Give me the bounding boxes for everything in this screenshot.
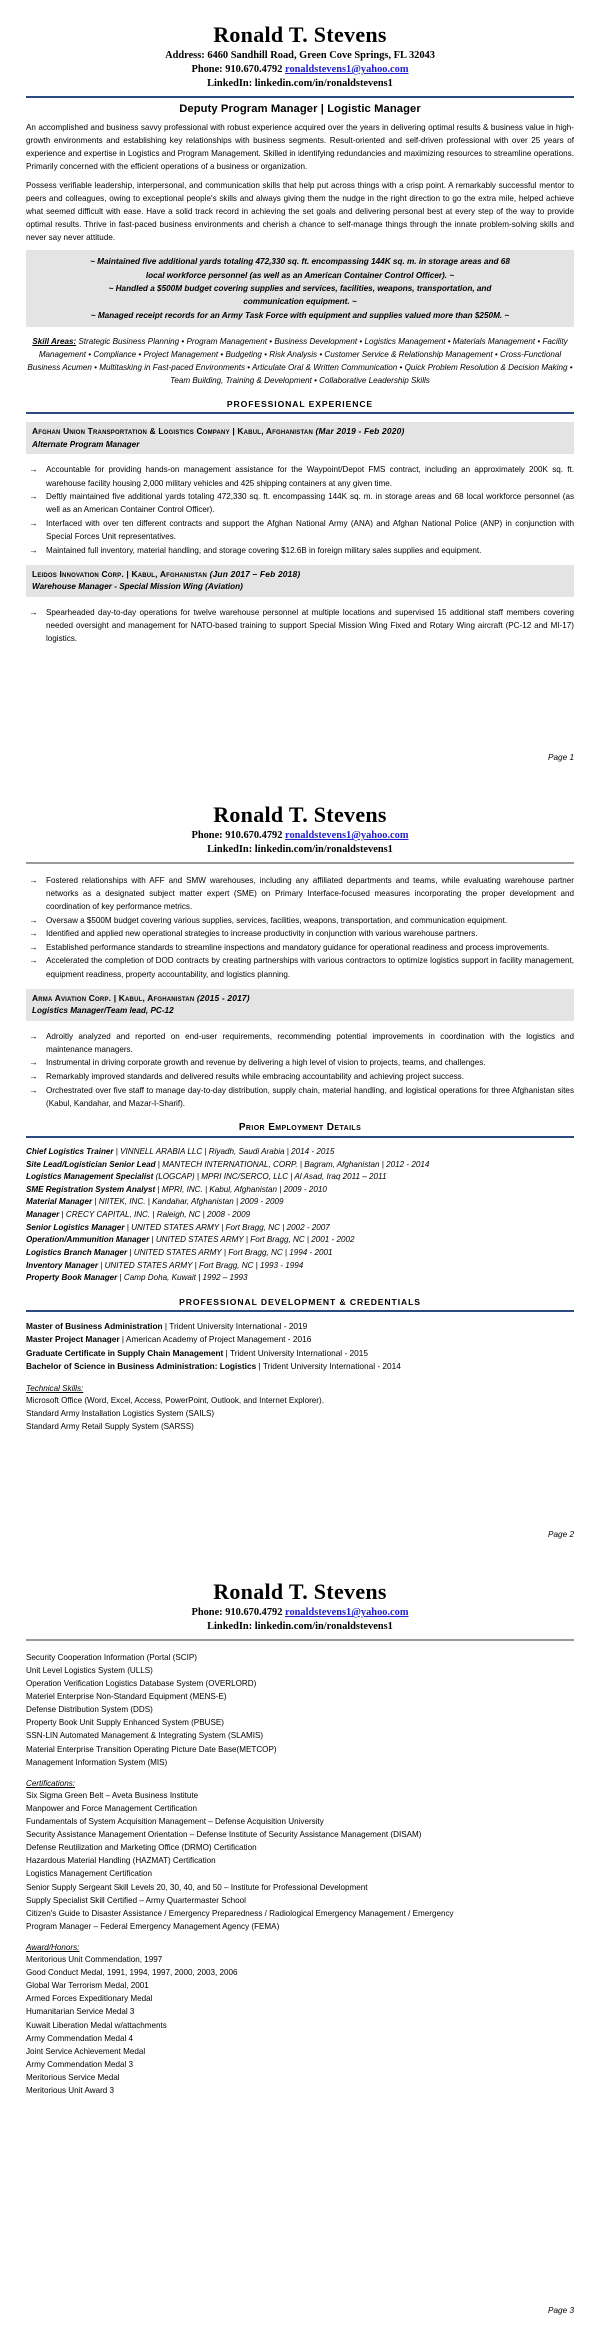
phone-label: Phone: xyxy=(191,1607,223,1619)
section-heading-professional-experience: PROFESSIONAL EXPERIENCE xyxy=(226,399,374,410)
list-item: Global War Terrorism Medal, 2001 xyxy=(26,1981,149,1991)
prior-job-detail: | MANTECH INTERNATIONAL, CORP. | Bagram, Afghanistan | 2012 - 2014 xyxy=(155,1159,430,1169)
degree-detail: | Trident University International - 2019 xyxy=(164,1320,308,1331)
list-item xyxy=(26,1209,574,1222)
arrow-icon: → xyxy=(29,464,38,475)
prior-job-detail: | UNITED STATES ARMY | Fort Bragg, NC | 1993 - 1994 xyxy=(97,1260,304,1270)
prior-job-detail: | UNITED STATES ARMY | Fort Bragg, NC | 2001 - 2002 xyxy=(149,1235,355,1245)
list-item xyxy=(26,1272,574,1285)
list-item: Humanitarian Service Medal 3 xyxy=(26,2007,135,2017)
list-item xyxy=(26,1171,574,1184)
skill-areas-text: Strategic Business Planning • Program Management • Business Development • Logistics Management • Materials Management • Facility Management • Compliance • Project Management • Budgeting • Risk Analysis • Customer Service & Relationship Management • Cross-Functional Business Acumen • Multitasking in Fast-paced Environments • Articulate Oral & Written Communication • Quick Problem Resolution & Decision Making • Team Building, Training & Development • Collaborative Leadership Skills xyxy=(27,336,573,386)
list-item xyxy=(26,1333,574,1346)
prior-job-detail: (LOGCAP) | MPRI INC/SERCO, LLC | Al Asad, Iraq 2011 – 2011 xyxy=(153,1172,387,1182)
list-item xyxy=(26,1056,574,1069)
linkedin-value: linkedin.com/in/ronaldstevens1 xyxy=(254,844,393,856)
arrow-icon: → xyxy=(29,1030,38,1041)
linkedin-label: LinkedIn: xyxy=(207,1621,253,1633)
highlight-line: ~ Maintained five additional yards totaling 472,330 sq. ft. encompassing 144K sq. m. in storage areas and 68 xyxy=(90,257,510,267)
list-item: Property Book Unit Supply Enhanced System (PBUSE) xyxy=(26,1718,224,1728)
list-item xyxy=(26,1159,574,1172)
employer-band xyxy=(26,422,574,454)
bullet-text: Fostered relationships with AFF and SMW warehouses, including any affiliated departments and teams, while evaluating warehouse partner networks as a designated subject matter expert (SME) on Primary Interface-focused measures incorporating the proper development and coordination of key performance metrics. xyxy=(46,875,574,911)
technical-skills-label: Technical Skills: xyxy=(26,1383,84,1393)
list-item: Meritorious Unit Award 3 xyxy=(26,2086,115,2096)
awards-label: Award/Honors: xyxy=(26,1942,80,1952)
phone-value: 910.670.4792 xyxy=(225,64,283,76)
job-bullet-list-continued xyxy=(26,874,574,981)
bullet-text: Interfaced with over ten different contracts and support the Afghan National Army (ANA) and Afghan National Police (ANP) in conjunction with Special Forces Unit representatives. xyxy=(46,518,574,541)
job-bullet-list xyxy=(26,606,574,645)
bullet-text: Maintained full inventory, material handling, and storage covering $12.6B in foreign military sales supplies and equipment. xyxy=(46,545,482,555)
prior-job-title: Logistics Management Specialist xyxy=(26,1172,154,1182)
prior-job-detail: | NIITEK, INC. | Kandahar, Afghanistan | 2009 - 2009 xyxy=(92,1197,284,1207)
email-link[interactable]: ronaldstevens1@yahoo.com xyxy=(285,830,409,842)
employer-name: Leidos Innovation Corp. | Kabul, Afghanistan xyxy=(32,568,210,579)
section-divider xyxy=(26,1310,574,1312)
highlight-line: communication equipment. ~ xyxy=(243,297,357,307)
list-item: Logistics Management Certification xyxy=(26,1869,152,1879)
list-item: Meritorious Service Medal xyxy=(26,2072,120,2082)
degree-name: Bachelor of Science in Business Administration: Logistics xyxy=(26,1361,259,1372)
technical-systems-list xyxy=(26,1651,574,1769)
list-item: Material Enterprise Transition Operating Picture Date Base(METCOP) xyxy=(26,1744,277,1754)
prior-employment-list xyxy=(26,1146,574,1285)
list-item: Security Assistance Management Orientation – Defense Institute of Security Assistance Management (DISAM) xyxy=(26,1830,422,1840)
prior-job-title: SME Registration System Analyst xyxy=(26,1184,156,1194)
list-item: Management Information System (MIS) xyxy=(26,1757,168,1767)
list-item: Program Manager – Federal Emergency Management Agency (FEMA) xyxy=(26,1921,280,1931)
arrow-icon: → xyxy=(29,606,38,617)
prior-job-detail: | CRECY CAPITAL, INC. | Raleigh, NC | 2008 - 2009 xyxy=(59,1210,251,1219)
list-item: Standard Army Installation Logistics System (SAILS) xyxy=(26,1408,215,1418)
list-item: Standard Army Retail Supply System (SARSS) xyxy=(26,1421,194,1431)
resume-page-1 xyxy=(0,0,600,780)
list-item xyxy=(26,1347,574,1360)
list-item: Six Sigma Green Belt – Aveta Business Institute xyxy=(26,1790,199,1800)
list-item: Armed Forces Expeditionary Medal xyxy=(26,1994,153,2004)
employer-name-location xyxy=(32,992,568,1004)
prior-job-title: Site Lead/Logistician Senior Lead xyxy=(26,1159,156,1169)
awards-list xyxy=(26,1953,574,2097)
list-item xyxy=(26,1196,574,1209)
certifications-label: Certifications: xyxy=(26,1778,76,1788)
arrow-icon: → xyxy=(29,517,38,528)
prior-job-title: Operation/Ammunition Manager xyxy=(26,1235,150,1245)
list-item xyxy=(26,517,574,543)
phone-value: 910.670.4792 xyxy=(225,1607,283,1619)
list-item: Defense Reutilization and Marketing Office (DRMO) Certification xyxy=(26,1843,257,1853)
header-divider xyxy=(26,96,574,98)
resume-page-2 xyxy=(0,780,600,1557)
job-bullet-list xyxy=(26,463,574,556)
employer-name: Afghan Union Transportation & Logistics Company | Kabul, Afghanistan xyxy=(32,426,316,437)
arrow-icon: → xyxy=(29,874,38,885)
job-role-title: Alternate Program Manager xyxy=(32,439,140,449)
list-item: Operation Verification Logistics Database System (OVERLORD) xyxy=(26,1678,257,1688)
bullet-text: Instrumental in driving corporate growth and revenue by delivering a high level of vision to projects, teams, and challenges. xyxy=(46,1058,486,1068)
bullet-text: Deftly maintained five additional yards totaling 472,330 sq. ft. encompassing 144K sq. m. in storage areas and 68 local workforce personnel (as well as an American Container Control Officer). xyxy=(46,492,574,515)
list-item: Microsoft Office (Word, Excel, Access, PowerPoint, Outlook, and Internet Explorer). xyxy=(26,1395,324,1405)
arrow-icon: → xyxy=(29,1057,38,1068)
highlight-line: local workforce personnel (as well as an American Container Control Officer). ~ xyxy=(145,270,455,280)
candidate-name: Ronald T. Stevens xyxy=(213,802,387,827)
page-number: Page 3 xyxy=(548,2306,574,2315)
address-value: 6460 Sandhill Road, Green Cove Springs, FL 32043 xyxy=(207,50,435,62)
degree-detail: | Trident University International - 2015 xyxy=(225,1347,368,1358)
degree-name: Graduate Certificate in Supply Chain Management xyxy=(26,1347,226,1358)
prior-job-detail: | UNITED STATES ARMY | Fort Bragg, NC | 1994 - 2001 xyxy=(127,1247,333,1257)
linkedin-line xyxy=(26,77,574,91)
employer-band xyxy=(26,565,574,597)
list-item xyxy=(26,1360,574,1373)
list-item xyxy=(26,463,574,489)
list-item: Materiel Enterprise Non-Standard Equipment (MENS-E) xyxy=(26,1692,227,1702)
bullet-text: Adroitly analyzed and reported on end-user requirements, recommending potential improvements in coordination with the logistics and maintenance managers. xyxy=(46,1031,574,1054)
list-item xyxy=(26,1247,574,1260)
bullet-text: Accelerated the completion of DOD contracts by creating partnerships with various contractors to optimize logistics support in facility management, equipment readiness, property accountability, and logistics planning. xyxy=(46,956,574,979)
prior-job-detail: | Camp Doha, Kuwait | 1992 – 1993 xyxy=(117,1273,248,1283)
list-item: Kuwait Liberation Medal w/attachments xyxy=(26,2020,167,2030)
header-divider xyxy=(26,1639,574,1641)
list-item: Manpower and Force Management Certification xyxy=(26,1803,197,1813)
document-header xyxy=(26,0,574,98)
list-item xyxy=(26,1222,574,1235)
page-number: Page 1 xyxy=(548,753,574,762)
bullet-text: Spearheaded day-to-day operations for twelve warehouse personnel at multiple locations and supervised 15 additional staff members covering needed oversight and management for NATO-based training to support Special Mission Wing Fixed and Rotary Wing aircraft (PC-12 and MI-17) logistics. xyxy=(46,607,574,643)
prior-job-title: Property Book Manager xyxy=(26,1273,118,1283)
list-item: Joint Service Achievement Medal xyxy=(26,2046,146,2056)
bullet-text: Established performance standards to streamline inspections and mandatory guidance for operational readiness and process improvements. xyxy=(46,942,549,952)
arrow-icon: → xyxy=(29,941,38,952)
list-item: Army Commendation Medal 3 xyxy=(26,2059,134,2069)
employment-dates: (Mar 2019 - Feb 2020) xyxy=(315,426,405,437)
arrow-icon: → xyxy=(29,1071,38,1082)
skill-areas xyxy=(26,335,574,387)
employer-name-location xyxy=(32,568,568,580)
candidate-name: Ronald T. Stevens xyxy=(213,22,387,47)
document-header xyxy=(26,1557,574,1641)
list-item xyxy=(26,954,574,980)
list-item: Senior Supply Sergeant Skill Levels 20, 30, 40, and 50 – Institute for Professional Development xyxy=(26,1882,368,1892)
address-line xyxy=(26,49,574,63)
section-heading-professional-development: PROFESSIONAL DEVELOPMENT & CREDENTIALS xyxy=(179,1296,421,1307)
list-item: Good Conduct Medal, 1991, 1994, 1997, 2000, 2003, 2006 xyxy=(26,1968,238,1978)
list-item: Hazardous Material Handling (HAZMAT) Certification xyxy=(26,1856,216,1866)
list-item xyxy=(26,927,574,940)
employer-band xyxy=(26,989,574,1021)
list-item: SSN-LIN Automated Management & Integrating System (SLAMIS) xyxy=(26,1731,264,1741)
summary-paragraph-2: Possess verifiable leadership, interpersonal, and communication skills that help put across things with a crisp point. A remarkably successful mentor to peers and colleagues, owing to exceptional people's skills and always giving them the nudge in the right direction to go the extra mile, helped achieve what seemed difficult with ease. Have a solid track record in achieving the set goals and delivering personal best at every step of the way to provide optimal results. Thrive in fast-paced business environments and cherish a chance to self-manage things through the innate problem-solving skills and never say never attitude. xyxy=(26,180,574,243)
prior-job-title: Material Manager xyxy=(26,1197,93,1207)
employer-name: Arma Aviation Corp. | Kabul, Afghanistan xyxy=(32,992,197,1003)
list-item xyxy=(26,606,574,645)
bullet-text: Identified and applied new operational strategies to increase productivity in conjunction with various warehouse partners. xyxy=(46,929,478,939)
arrow-icon: → xyxy=(29,928,38,939)
arrow-icon: → xyxy=(29,1084,38,1095)
degree-name: Master of Business Administration xyxy=(26,1320,165,1331)
bullet-text: Orchestrated over five staff to manage day-to-day distribution, supply chain, material handling, and logistical operations for three Afghanistan sites (Kabul, Kandahar, and Mazar-I-Sharif). xyxy=(46,1085,574,1108)
list-item: Army Commendation Medal 4 xyxy=(26,2033,134,2043)
employment-dates: (Jun 2017 – Feb 2018) xyxy=(209,568,301,579)
list-item xyxy=(26,544,574,557)
arrow-icon: → xyxy=(29,914,38,925)
address-label: Address: xyxy=(165,50,205,62)
list-item xyxy=(26,1260,574,1273)
bullet-text: Remarkably improved standards and delivered results while embracing accountability and achieving project success. xyxy=(46,1072,464,1082)
page-number: Page 2 xyxy=(548,1530,574,1539)
list-item xyxy=(26,1146,574,1159)
list-item xyxy=(26,1320,574,1333)
section-heading-prior-employment: Prior Employment Details xyxy=(238,1121,362,1133)
phone-label: Phone: xyxy=(191,830,223,842)
section-divider xyxy=(26,1136,574,1138)
employment-dates: (2015 - 2017) xyxy=(196,992,250,1003)
email-link[interactable]: ronaldstevens1@yahoo.com xyxy=(285,64,409,76)
list-item xyxy=(26,1070,574,1083)
section-divider xyxy=(26,412,574,414)
job-role-title: Warehouse Manager - Special Mission Wing (Aviation) xyxy=(32,581,243,591)
list-item: Meritorious Unit Commendation, 1997 xyxy=(26,1954,163,1964)
prior-job-detail: | UNITED STATES ARMY | Fort Bragg, NC | 2002 - 2007 xyxy=(124,1222,330,1232)
arrow-icon: → xyxy=(29,955,38,966)
summary-paragraph-1: An accomplished and business savvy professional with robust experience acquired over the years in delivering optimal results & business value in high-growth environments and establishing key relationships with business segments. Result-oriented and self-driven professional with over 25 years of experience and expertise in Logistics and Program Management. Skilled in identifying redundancies and maximizing resources to streamline operations. Primarily concerned with the efficient operations of a business or organization. xyxy=(26,122,574,171)
linkedin-label: LinkedIn: xyxy=(207,844,253,856)
header-divider xyxy=(26,862,574,864)
highlight-line: ~ Managed receipt records for an Army Task Force with equipment and supplies valued more than $250M. ~ xyxy=(90,310,510,320)
arrow-icon: → xyxy=(29,491,38,502)
list-item: Security Cooperation Information (Portal (SCIP) xyxy=(26,1652,197,1662)
skill-areas-label: Skill Areas: xyxy=(32,336,77,346)
degree-name: Master Project Manager xyxy=(26,1334,122,1345)
prior-job-title: Inventory Manager xyxy=(26,1260,98,1270)
list-item: Unit Level Logistics System (ULLS) xyxy=(26,1665,153,1675)
bullet-text: Accountable for providing hands-on management assistance for the Waypoint/Depot FMS contract, including an approximately 200K sq. ft. warehouse facility housing 2,000 military vehicles and 425 shipping containers at any given time. xyxy=(46,465,574,488)
phone-line xyxy=(26,1606,574,1620)
phone-line xyxy=(26,829,574,843)
job-bullet-list xyxy=(26,1030,574,1110)
list-item xyxy=(26,1084,574,1110)
list-item: Supply Specialist Skill Certified – Army Quartermaster School xyxy=(26,1895,246,1905)
linkedin-line xyxy=(26,1620,574,1634)
list-item xyxy=(26,1184,574,1197)
list-item xyxy=(26,914,574,927)
target-job-title: Deputy Program Manager | Logistic Manager xyxy=(179,102,421,115)
linkedin-label: LinkedIn: xyxy=(207,77,253,89)
candidate-name: Ronald T. Stevens xyxy=(213,1579,387,1604)
arrow-icon: → xyxy=(29,544,38,555)
phone-line xyxy=(26,63,574,77)
prior-job-detail: | MPRI, INC. | Kabul, Afghanistan | 2009 - 2010 xyxy=(155,1184,327,1194)
highlight-line: ~ Handled a $500M budget covering supplies and services, facilities, weapons, transportation, and xyxy=(108,284,492,294)
certifications-list xyxy=(26,1789,574,1933)
linkedin-line xyxy=(26,843,574,857)
resume-page-3 xyxy=(0,1557,600,2329)
document-header xyxy=(26,780,574,864)
list-item xyxy=(26,941,574,954)
prior-job-detail: | VINNELL ARABIA LLC | Riyadh, Saudi Arabia | 2014 - 2015 xyxy=(113,1146,335,1156)
prior-job-title: Chief Logistics Trainer xyxy=(26,1146,114,1156)
prior-job-title: Logistics Branch Manager xyxy=(26,1247,128,1257)
linkedin-value: linkedin.com/in/ronaldstevens1 xyxy=(254,77,393,89)
phone-label: Phone: xyxy=(191,64,223,76)
prior-job-title: Senior Logistics Manager xyxy=(26,1222,125,1232)
prior-job-title: Manager xyxy=(26,1210,60,1219)
list-item xyxy=(26,490,574,516)
degree-detail: | Trident University International - 2014 xyxy=(258,1361,401,1372)
list-item: Citizen's Guide to Disaster Assistance / Emergency Preparedness / Radiological Emergency Management / Emergency xyxy=(26,1908,454,1918)
linkedin-value: linkedin.com/in/ronaldstevens1 xyxy=(254,1621,393,1633)
list-item: Defense Distribution System (DDS) xyxy=(26,1705,153,1715)
education-list xyxy=(26,1320,574,1374)
key-achievements-box xyxy=(26,250,574,326)
bullet-text: Oversaw a $500M budget covering various supplies, services, facilities, weapons, transportation, and communication equipment. xyxy=(46,915,508,925)
job-role-title: Logistics Manager/Team lead, PC-12 xyxy=(32,1005,174,1015)
email-link[interactable]: ronaldstevens1@yahoo.com xyxy=(285,1607,409,1619)
degree-detail: | American Academy of Project Management - 2016 xyxy=(121,1334,312,1345)
list-item xyxy=(26,874,574,913)
phone-value: 910.670.4792 xyxy=(225,830,283,842)
list-item xyxy=(26,1030,574,1056)
list-item: Fundamentals of System Acquisition Management – Defense Acquisition University xyxy=(26,1816,324,1826)
employer-name-location xyxy=(32,425,568,437)
list-item xyxy=(26,1234,574,1247)
